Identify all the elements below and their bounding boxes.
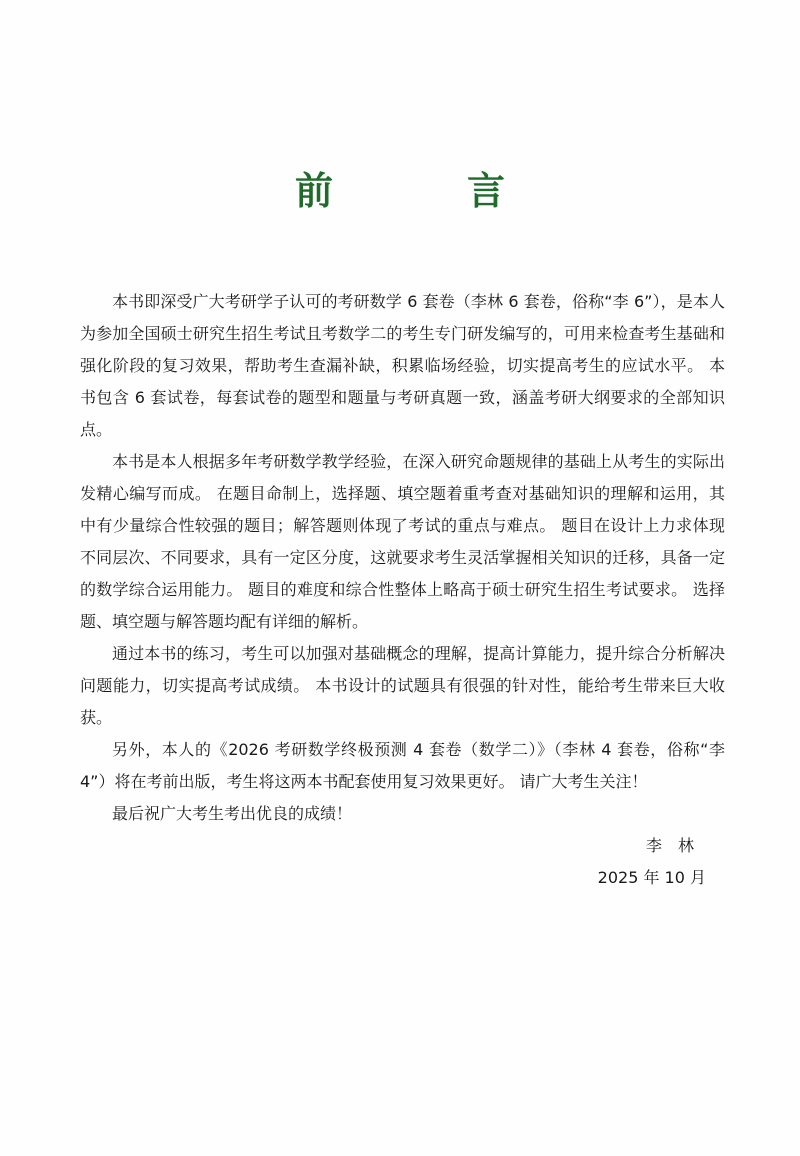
author-name: 李林	[645, 836, 710, 855]
paragraph-1: 本书即深受广大考研学子认可的考研数学 6 套卷（李林 6 套卷，俗称“李 6”），是本人为参加全国硕士研究生招生考试且考数学二的考生专门研发编写的，可用来检查考生基础和强化阶段的复习效果，帮助考生查漏补缺，积累临场经验，切实提高考生的应试水平。 本书包含 6 套试卷，每套试卷的题型和题量与考研真题一致，涵盖考研大纲要求的全部知识点。	[80, 292, 725, 439]
paragraph-3: 通过本书的练习，考生可以加强对基础概念的理解，提高计算能力，提升综合分析解决问题能力，切实提高考试成绩。 本书设计的试题具有很强的针对性，能给考生带来巨大收获。	[80, 644, 725, 727]
paragraph-5: 最后祝广大考生考出优良的成绩！	[112, 804, 353, 823]
paragraph-4: 另外，本人的《2026 考研数学终极预测 4 套卷（数学二）》（李林 4 套卷，俗称“李 4”）将在考前出版，考生将这两本书配套使用复习效果更好。 请广大考生关注！	[80, 740, 725, 791]
paragraph-2: 本书是本人根据多年考研数学教学经验，在深入研究命题规律的基础上从考生的实际出发精心编写而成。 在题目命制上，选择题、填空题着重考查对基础知识的理解和运用，其中有少量综合性较强的题目；解答题则体现了考试的重点与难点。 题目在设计上力求体现不同层次、不同要求，具有一定区分度，这就要求考生灵活掌握相关知识的迁移，具备一定的数学综合运用能力。 题目的难度和综合性整体上略高于硕士研究生招生考试要求。 选择题、填空题与解答题均配有详细的解析。	[80, 452, 725, 631]
signature-block	[597, 830, 710, 894]
page-title: 前 言	[294, 169, 553, 213]
preface-body	[80, 286, 725, 830]
signature-date: 2025 年 10 月	[597, 868, 706, 887]
